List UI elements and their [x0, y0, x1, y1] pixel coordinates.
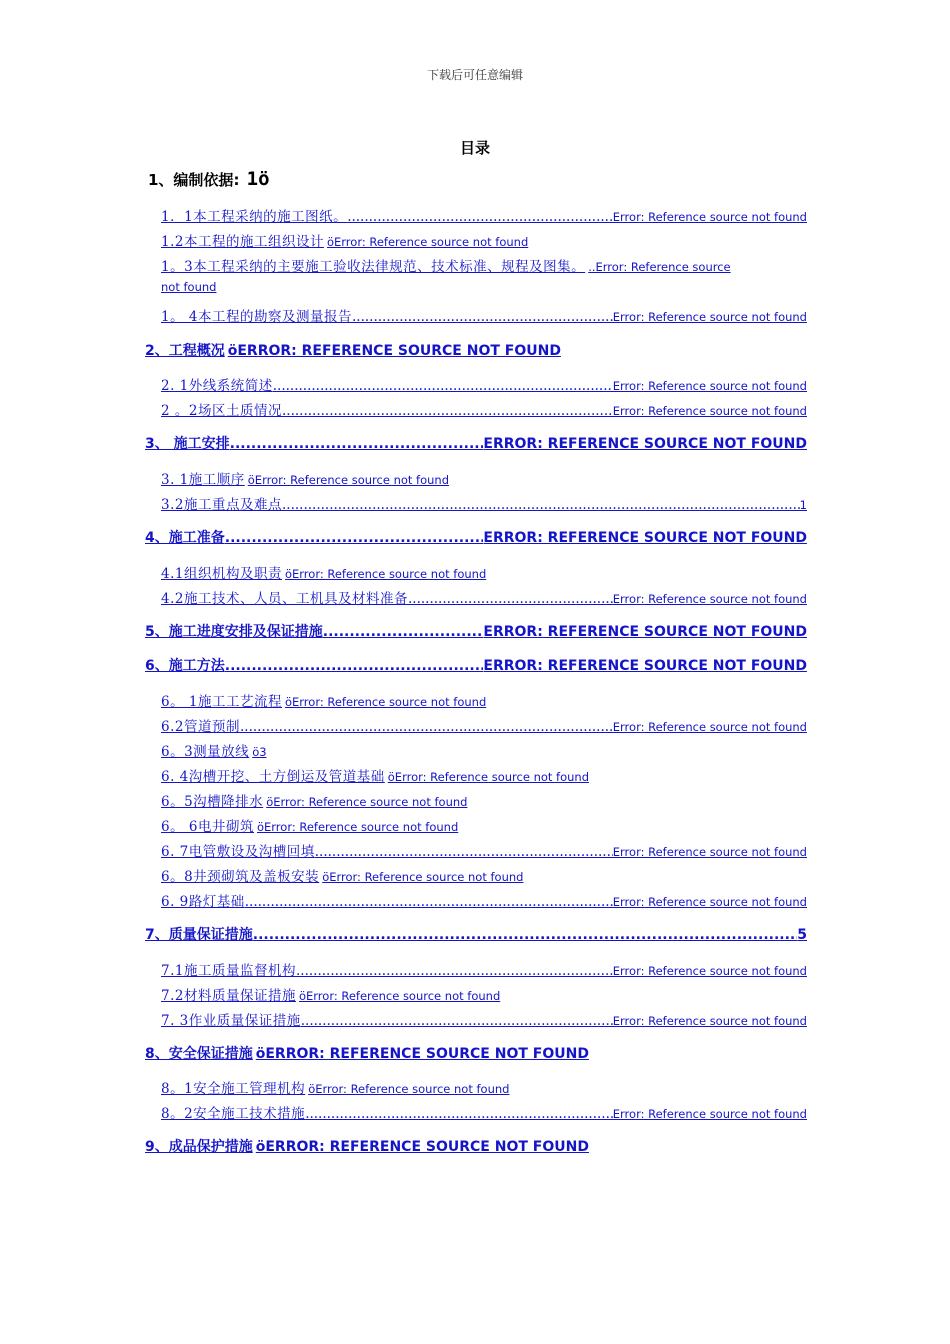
toc-entry-text: 7. 3作业质量保证措施 — [161, 1013, 301, 1029]
toc-entry[interactable] — [161, 255, 807, 277]
toc-entry-page: Error: Reference source not found — [612, 592, 807, 606]
toc-entry-page: öError: Reference source not found — [247, 473, 450, 487]
toc-leader-dots — [230, 436, 484, 452]
toc-leader-dots — [225, 530, 484, 546]
toc-entry-page: ERROR: REFERENCE SOURCE NOT FOUND — [483, 530, 807, 546]
toc-leader-dots — [323, 624, 484, 640]
toc-entry-page: öError: Reference source not found — [284, 695, 487, 709]
toc-entry-page: ERROR: REFERENCE SOURCE NOT FOUND — [483, 436, 807, 452]
toc-entry[interactable] — [161, 468, 807, 490]
toc-entry[interactable] — [161, 984, 807, 1006]
toc-entry-page: ERROR: REFERENCE SOURCE NOT FOUND — [483, 658, 807, 674]
toc-entry-text: 2、工程概况 — [145, 343, 225, 359]
toc-entry-page: öError: Reference source not found — [322, 870, 524, 884]
toc-entry-page: Error: Reference source not found — [612, 310, 807, 324]
toc-entry-text: 1.2本工程的施工组织设计 — [161, 234, 324, 250]
toc-entry-text: 6。 6电井砌筑 — [161, 819, 254, 835]
toc-leader-dots — [282, 497, 800, 513]
toc-entry-text: 3.2施工重点及难点 — [161, 497, 282, 513]
toc-entry-page: ERROR: REFERENCE SOURCE NOT FOUND — [483, 624, 807, 640]
toc-entry-text: 3、 施工安排 — [145, 436, 230, 452]
toc-leader-dots — [282, 403, 613, 419]
toc-entry[interactable] — [161, 1077, 807, 1099]
toc-entry-text: 6.2管道预制 — [161, 719, 240, 735]
toc-entry-heading[interactable] — [145, 527, 807, 549]
toc-entry-text: 8。1安全施工管理机构 — [161, 1081, 306, 1097]
toc-entry[interactable] — [161, 1009, 807, 1031]
toc-entry-page: ..Error: Reference source — [588, 260, 731, 274]
toc-entry-text: 7.1施工质量监督机构 — [161, 963, 296, 979]
toc-entry-page: öError: Reference source not found — [266, 795, 468, 809]
toc-entry-heading[interactable] — [145, 621, 807, 643]
toc-entry-text: 7.2材料质量保证措施 — [161, 988, 296, 1004]
toc-entry-page: ö3 — [252, 745, 267, 759]
toc-entry-page: öError: Reference source not found — [308, 1082, 510, 1096]
toc-entry-page: öERROR: REFERENCE SOURCE NOT FOUND — [255, 1046, 589, 1062]
toc-entry[interactable] — [161, 740, 807, 762]
toc-entry[interactable] — [161, 374, 807, 396]
toc-entry-text: 2. 1外线系统简述 — [161, 378, 273, 394]
toc-leader-dots — [253, 927, 798, 943]
toc-entry-page: öError: Reference source not found — [256, 820, 459, 834]
header-note: 下载后可任意编辑 — [426, 68, 523, 82]
toc-entry-text: 7、质量保证措施 — [145, 927, 253, 943]
toc-entry[interactable] — [161, 890, 807, 912]
toc-entry-text: 4.1组织机构及职责 — [161, 566, 282, 582]
toc-entry[interactable] — [161, 765, 807, 787]
toc-leader-dots — [273, 378, 613, 394]
toc-entry-text: 1。 4本工程的勘察及测量报告 — [161, 309, 352, 325]
toc-leader-dots — [240, 719, 613, 735]
toc-entry[interactable] — [161, 399, 807, 421]
toc-entry-text: 8。2安全施工技术措施 — [161, 1106, 306, 1122]
toc-leader-dots — [315, 844, 613, 860]
toc-entry[interactable] — [161, 1102, 807, 1124]
toc-entry-heading[interactable] — [145, 655, 807, 677]
toc-entry-page: Error: Reference source not found — [612, 895, 807, 909]
toc-entry-page: 5 — [797, 927, 807, 943]
toc-entry[interactable] — [161, 230, 807, 252]
toc-title: 目录 — [459, 139, 490, 157]
toc-entry-text: 6。3测量放线 — [161, 744, 250, 760]
toc-entry-page: öError: Reference source not found — [284, 567, 487, 581]
toc-entry-page: Error: Reference source not found — [612, 379, 807, 393]
toc-entry-text: 6、施工方法 — [145, 658, 225, 674]
toc-entry-heading[interactable] — [145, 1136, 807, 1158]
toc-entry[interactable] — [161, 959, 807, 981]
toc-entry[interactable] — [161, 562, 807, 584]
toc-entry[interactable] — [161, 815, 807, 837]
toc-entry-text: 2 。2场区土质情况 — [161, 403, 282, 419]
toc-leader-dots — [352, 309, 613, 325]
toc-entry-text: 1。3本工程采纳的主要施工验收法律规范、技术标准、规程及图集。 — [161, 259, 586, 275]
toc-entry-text: 1．1本工程采纳的施工图纸。 — [161, 209, 348, 225]
toc-entry-text: 3. 1施工顺序 — [161, 472, 245, 488]
toc-entry[interactable] — [161, 493, 807, 515]
toc-entry-page: Error: Reference source not found — [612, 964, 807, 978]
toc-entry-text: 6. 9路灯基础 — [161, 894, 245, 910]
first-heading-label: 1、编制依据: — [148, 171, 240, 189]
toc-entry-text: 5、施工进度安排及保证措施 — [145, 624, 323, 640]
toc-leader-dots — [225, 658, 484, 674]
toc-entry[interactable] — [161, 790, 807, 812]
toc-entry-page: Error: Reference source not found — [612, 210, 807, 224]
toc-entry-page: Error: Reference source not found — [612, 1107, 807, 1121]
toc-entry-text: 6。8井颈砌筑及盖板安装 — [161, 869, 320, 885]
toc-entry[interactable] — [161, 865, 807, 887]
toc-entry-heading[interactable] — [145, 433, 807, 455]
toc-entry-page: öError: Reference source not found — [326, 235, 529, 249]
toc-entry-heading[interactable] — [145, 1043, 807, 1065]
toc-entry-text: 4.2施工技术、人员、工机具及材料准备 — [161, 591, 408, 607]
toc-entry[interactable] — [161, 690, 807, 712]
toc-leader-dots — [305, 1106, 613, 1122]
first-heading-page: 1ö — [246, 168, 270, 190]
toc-entry-text: 8、安全保证措施 — [145, 1046, 253, 1062]
toc-entry-page: Error: Reference source not found — [612, 720, 807, 734]
toc-entry-heading[interactable] — [145, 340, 807, 362]
toc-leader-dots — [301, 1013, 613, 1029]
toc-entry-text: 6。 1施工工艺流程 — [161, 694, 282, 710]
toc-first-heading — [148, 168, 270, 190]
toc-entry[interactable] — [161, 587, 807, 609]
toc-entry-page: Error: Reference source not found — [612, 845, 807, 859]
toc-leader-dots — [296, 963, 613, 979]
toc-entry-page: Error: Reference source not found — [612, 404, 807, 418]
toc-entry-text: 6。5沟槽降排水 — [161, 794, 264, 810]
toc-entry-page: 1 — [799, 498, 807, 512]
toc-leader-dots — [347, 209, 613, 225]
toc-entry-page: öERROR: REFERENCE SOURCE NOT FOUND — [255, 1139, 589, 1155]
toc-leader-dots — [408, 591, 613, 607]
toc-entry-continuation[interactable]: not found — [161, 280, 217, 294]
toc-entry-heading[interactable] — [145, 924, 807, 946]
toc-entry-page: öError: Reference source not found — [387, 770, 590, 784]
toc-entry-text: 6. 4沟槽开挖、土方倒运及管道基础 — [161, 769, 385, 785]
toc-entry-text: 6. 7电管敷设及沟槽回填 — [161, 844, 315, 860]
toc-entry-page: öError: Reference source not found — [298, 989, 501, 1003]
toc-entry-text: 9、成品保护措施 — [145, 1139, 253, 1155]
toc-entry-page: Error: Reference source not found — [612, 1014, 807, 1028]
toc-entry[interactable] — [161, 205, 807, 227]
toc-entry-page: öERROR: REFERENCE SOURCE NOT FOUND — [227, 343, 561, 359]
toc-entry[interactable] — [161, 715, 807, 737]
toc-leader-dots — [245, 894, 613, 910]
toc-entry-text: 4、施工准备 — [145, 530, 225, 546]
toc-entry[interactable] — [161, 840, 807, 862]
toc-entry[interactable] — [161, 305, 807, 327]
